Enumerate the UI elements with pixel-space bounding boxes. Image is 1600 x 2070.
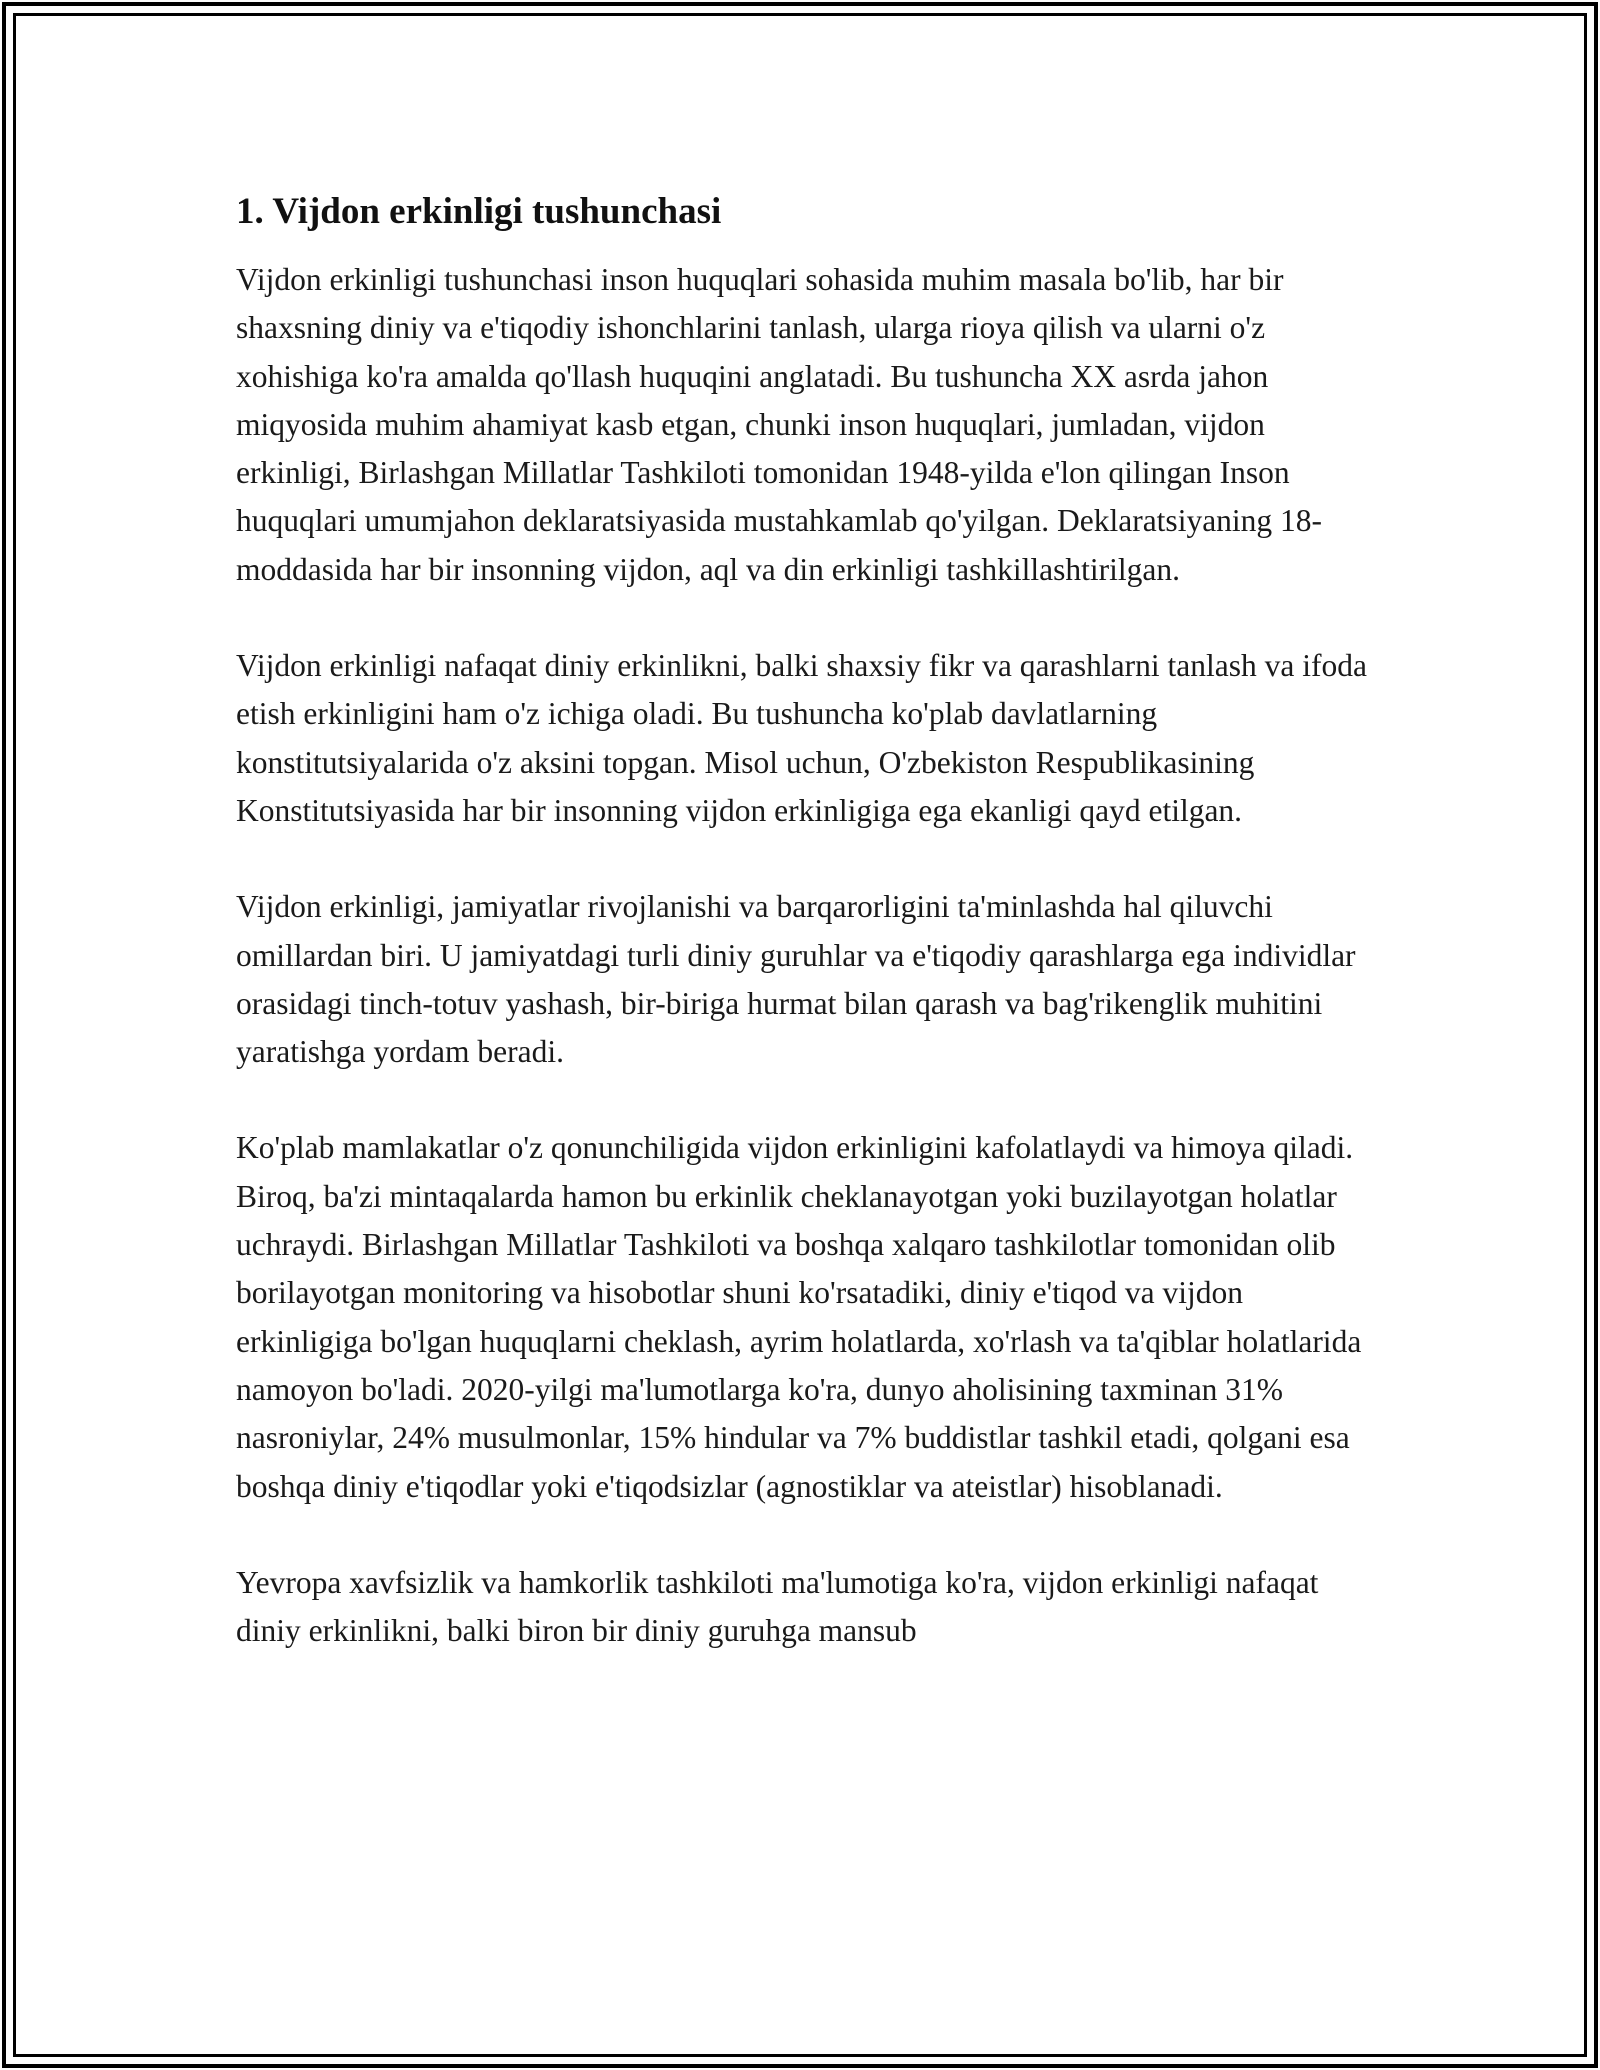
paragraph-2: Vijdon erkinligi nafaqat diniy erkinlikni, balki shaxsiy fikr va qarashlarni tanlash va ifoda etish erkinligini ham o'z ichiga oladi. Bu tushuncha ko'plab davlatlarning konstitutsiyalarida o'z aksini topgan. Misol uchun, O'zbekiston Respublikasining Konstitutsiyasida har bir insonning vijdon erkinligiga ega ekanligi qayd etilgan. <box>236 648 1367 828</box>
paragraph-1: Vijdon erkinligi tushunchasi inson huquqlari sohasida muhim masala bo'lib, har bir shaxsning diniy va e'tiqodiy ishonchlarini tanlash, ularga rioya qilish va ularni o'z xohishiga ko'ra amalda qo'llash huquqini anglatadi. Bu tushuncha XX asrda jahon miqyosida muhim ahamiyat kasb etgan, chunki inson huquqlari, jumladan, vijdon erkinligi, Birlashgan Millatlar Tashkiloti tomonidan 1948-yilda e'lon qilingan Inson huquqlari umumjahon deklaratsiyasida mustahkamlab qo'yilgan. Deklaratsiyaning 18-moddasida har bir insonning vijdon, aql va din erkinligi tashkillashtirilgan. <box>236 262 1323 587</box>
paragraph-3: Vijdon erkinligi, jamiyatlar rivojlanishi va barqarorligini ta'minlashda hal qiluvchi omillardan biri. U jamiyatdagi turli diniy guruhlar va e'tiqodiy qarashlarga ega individlar orasidagi tinch-totuv yashash, bir-biriga hurmat bilan qarash va bag'rikenglik muhitini yaratishga yordam beradi. <box>236 889 1356 1070</box>
section-heading: 1. Vijdon erkinligi tushunchasi <box>236 191 722 232</box>
paragraph-5: Yevropa xavfsizlik va hamkorlik tashkiloti ma'lumotiga ko'ra, vijdon erkinligi nafaqat diniy erkinlikni, balki biron bir diniy guruhga mansub <box>236 1564 1319 1649</box>
document-body <box>236 186 1376 1703</box>
paragraph-4: Ko'plab mamlakatlar o'z qonunchiligida vijdon erkinligini kafolatlaydi va himoya qiladi. Biroq, ba'zi mintaqalarda hamon bu erkinlik cheklanayotgan yoki buzilayotgan holatlar uchraydi. Birlashgan Millatlar Tashkiloti va boshqa xalqaro tashkilotlar tomonidan olib borilayotgan monitoring va hisobotlar shuni ko'rsatadiki, diniy e'tiqod va vijdon erkinligiga bo'lgan huquqlarni cheklash, ayrim holatlarda, xo'rlash va ta'qiblar holatlarida namoyon bo'ladi. 2020-yilgi ma'lumotlarga ko'ra, dunyo aholisining taxminan 31% nasroniylar, 24% musulmonlar, 15% hindular va 7% buddistlar tashkil etadi, qolgani esa boshqa diniy e'tiqodlar yoki e'tiqodsizlar (agnostiklar va ateistlar) hisoblanadi. <box>236 1130 1362 1504</box>
